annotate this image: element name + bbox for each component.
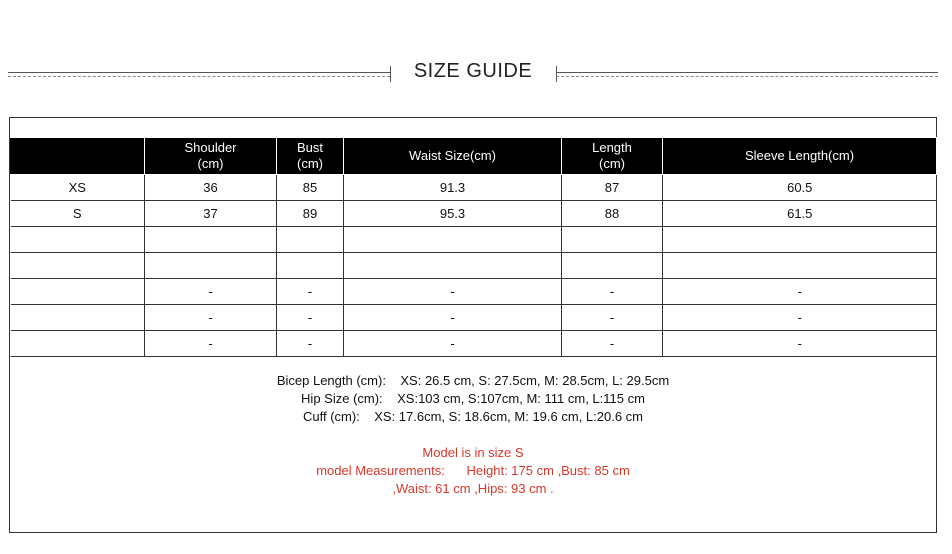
table-cell: - bbox=[344, 279, 562, 305]
table-cell: 95.3 bbox=[344, 201, 562, 227]
table-cell bbox=[277, 227, 344, 253]
table-cell: - bbox=[344, 331, 562, 357]
table-cell: - bbox=[145, 305, 277, 331]
table-cell: 87 bbox=[562, 175, 663, 201]
title-rule-left bbox=[8, 72, 390, 73]
table-cell: - bbox=[145, 279, 277, 305]
title-tick-left bbox=[390, 66, 391, 82]
table-row bbox=[11, 201, 937, 227]
header-size bbox=[11, 138, 145, 175]
table-cell: 36 bbox=[145, 175, 277, 201]
table-header-row bbox=[11, 138, 937, 175]
table-row bbox=[11, 227, 937, 253]
title-row bbox=[0, 56, 952, 92]
table-cell: - bbox=[562, 305, 663, 331]
model-measurements-note: model Measurements: Height: 175 cm ,Bust: 85 cm bbox=[316, 463, 630, 478]
header-sleeve-length: Sleeve Length(cm) bbox=[663, 138, 937, 175]
size-guide-card bbox=[9, 117, 937, 533]
table-cell: 37 bbox=[145, 201, 277, 227]
table-cell bbox=[145, 253, 277, 279]
title-tick-right bbox=[556, 66, 557, 82]
table-cell bbox=[11, 331, 145, 357]
table-cell bbox=[344, 253, 562, 279]
table-cell: - bbox=[663, 331, 937, 357]
table-cell: 61.5 bbox=[663, 201, 937, 227]
table-cell: - bbox=[663, 279, 937, 305]
hip-note: Hip Size (cm): XS:103 cm, S:107cm, M: 111 cm, L:115 cm bbox=[301, 391, 645, 406]
table-cell: 89 bbox=[277, 201, 344, 227]
model-size-note: Model is in size S bbox=[422, 445, 524, 460]
table-cell bbox=[11, 253, 145, 279]
model-waist-hips-note: ,Waist: 61 cm ,Hips: 93 cm . bbox=[392, 481, 554, 496]
measurement-notes bbox=[10, 372, 936, 498]
table-cell: 85 bbox=[277, 175, 344, 201]
table-cell bbox=[145, 227, 277, 253]
table-cell bbox=[277, 253, 344, 279]
table-row bbox=[11, 305, 937, 331]
table-row bbox=[11, 279, 937, 305]
table-cell bbox=[562, 227, 663, 253]
table-cell: 88 bbox=[562, 201, 663, 227]
table-cell bbox=[663, 253, 937, 279]
table-cell bbox=[11, 227, 145, 253]
table-cell bbox=[11, 305, 145, 331]
table-cell bbox=[663, 227, 937, 253]
table-cell: - bbox=[277, 279, 344, 305]
title-rule-left-dashed bbox=[8, 76, 390, 77]
bicep-note: Bicep Length (cm): XS: 26.5 cm, S: 27.5cm, M: 28.5cm, L: 29.5cm bbox=[276, 373, 670, 388]
header-length: Length (cm) bbox=[562, 138, 663, 175]
title-rule-right bbox=[556, 72, 938, 73]
header-waist: Waist Size(cm) bbox=[344, 138, 562, 175]
table-cell: - bbox=[663, 305, 937, 331]
title-rule-right-dashed bbox=[556, 76, 938, 77]
table-cell: - bbox=[562, 331, 663, 357]
table-cell: - bbox=[277, 305, 344, 331]
table-cell: XS bbox=[11, 175, 145, 201]
table-cell: 60.5 bbox=[663, 175, 937, 201]
table-cell: - bbox=[277, 331, 344, 357]
table-row bbox=[11, 253, 937, 279]
table-cell: - bbox=[344, 305, 562, 331]
table-row bbox=[11, 331, 937, 357]
table-cell: S bbox=[11, 201, 145, 227]
header-bust: Bust (cm) bbox=[277, 138, 344, 175]
table-cell bbox=[344, 227, 562, 253]
table-row bbox=[11, 175, 937, 201]
table-cell bbox=[11, 279, 145, 305]
table-cell bbox=[562, 253, 663, 279]
notes-spacer bbox=[10, 426, 936, 444]
page-title: SIZE GUIDE bbox=[413, 60, 533, 82]
table-cell: 91.3 bbox=[344, 175, 562, 201]
table-cell: - bbox=[562, 279, 663, 305]
table-cell: - bbox=[145, 331, 277, 357]
size-table bbox=[10, 137, 937, 357]
header-shoulder: Shoulder (cm) bbox=[145, 138, 277, 175]
cuff-note: Cuff (cm): XS: 17.6cm, S: 18.6cm, M: 19.6 cm, L:20.6 cm bbox=[302, 409, 644, 424]
